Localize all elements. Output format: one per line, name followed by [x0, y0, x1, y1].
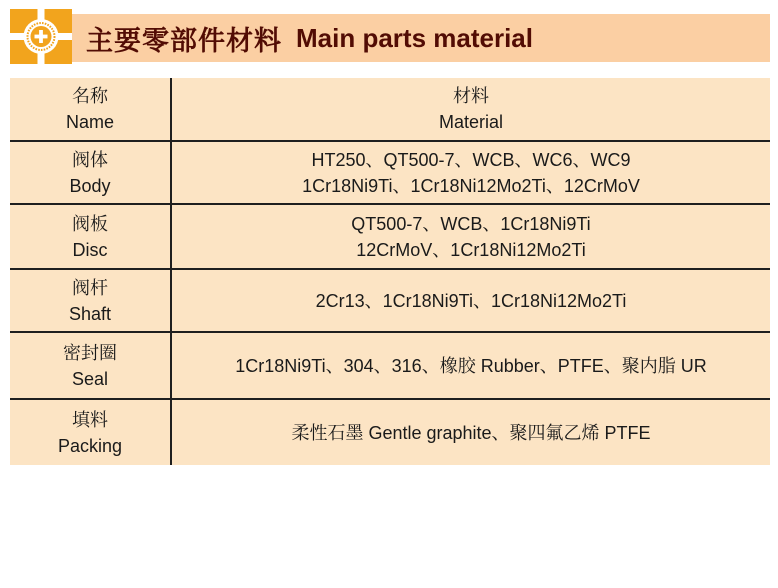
header-cell-material: [172, 78, 770, 140]
name-cell: [10, 142, 172, 203]
valve-cross-logo-icon: [10, 9, 72, 64]
name-cell: [10, 400, 172, 465]
col-material-zh: 材料: [453, 86, 489, 106]
material-cell: [172, 333, 770, 398]
material-line: 柔性石墨 Gentle graphite、聚四氟乙烯 PTFE: [291, 422, 651, 443]
material-line: 2Cr13、1Cr18Ni9Ti、1Cr18Ni12Mo2Ti: [315, 290, 627, 311]
part-name-zh: 密封圈: [63, 342, 117, 363]
name-cell: [10, 205, 172, 268]
part-name-zh: 填料: [72, 409, 108, 430]
part-name-en: Seal: [71, 368, 109, 389]
part-name-en: Shaft: [68, 303, 112, 324]
name-cell: [10, 333, 172, 398]
part-name-en: Disc: [72, 239, 108, 260]
table-row-body: [10, 140, 770, 203]
table-row-seal: [10, 331, 770, 398]
table-row-packing: [10, 398, 770, 465]
header-cell-name: [10, 78, 172, 140]
part-name-en: Body: [69, 175, 111, 196]
col-material-en: Material: [438, 112, 504, 132]
table-header-row: [10, 78, 770, 140]
part-name-zh: 阀体: [72, 149, 108, 170]
name-cell: [10, 270, 172, 331]
part-name-en: Packing: [57, 435, 123, 456]
part-name-zh: 阀板: [72, 213, 108, 234]
page-title-zh: 主要零部件材料: [86, 25, 282, 56]
col-name-en: Name: [65, 112, 114, 132]
material-line: 12CrMoV、1Cr18Ni12Mo2Ti: [356, 239, 586, 260]
material-line: QT500-7、WCB、1Cr18Ni9Ti: [351, 213, 591, 234]
table-row-disc: [10, 203, 770, 268]
material-line: 1Cr18Ni9Ti、304、316、橡胶 Rubber、PTFE、聚内脂 UR: [235, 355, 707, 376]
page-title-en: Main parts material: [296, 22, 533, 53]
material-line: 1Cr18Ni9Ti、1Cr18Ni12Mo2Ti、12CrMoV: [302, 175, 640, 196]
part-name-zh: 阀杆: [72, 277, 108, 298]
table-row-shaft: [10, 268, 770, 331]
material-cell: [172, 142, 770, 203]
title-bar: [72, 14, 770, 62]
material-line: HT250、QT500-7、WCB、WC6、WC9: [311, 149, 631, 170]
col-name-zh: 名称: [72, 86, 108, 106]
material-cell: [172, 400, 770, 465]
material-cell: [172, 205, 770, 268]
material-cell: [172, 270, 770, 331]
main-parts-material-table: [10, 78, 770, 465]
